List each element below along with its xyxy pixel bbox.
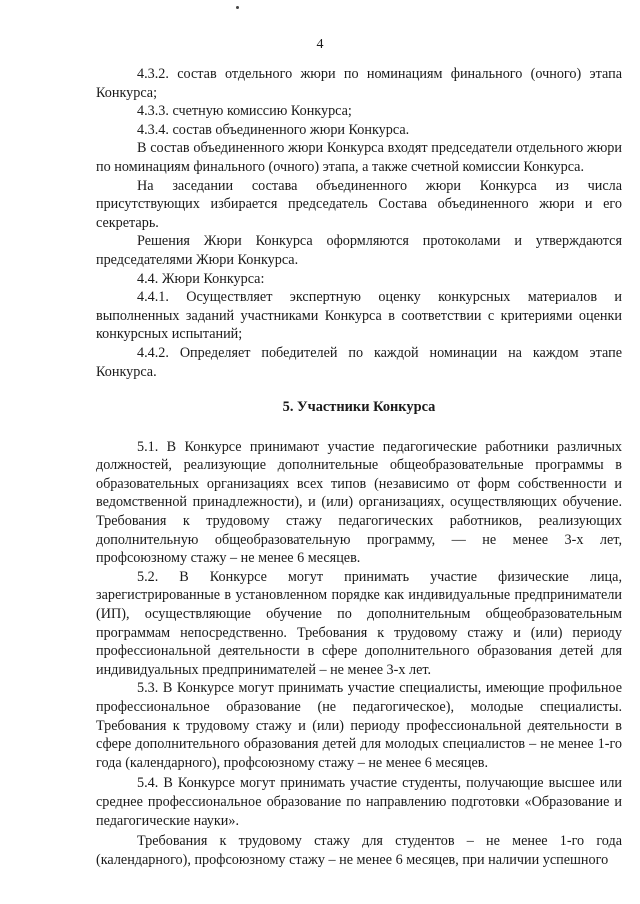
paragraph-student-requirements: Требования к трудовому стажу для студентов – не менее 1-го года (календарного), профсоюзному стажу – не менее 6 месяцев, при наличии успешного [96, 833, 622, 868]
paragraph-4-4-2: 4.4.2. Определяет победителей по каждой номинации на каждом этапе Конкурса. [96, 344, 622, 380]
paragraph-5-4: 5.4. В Конкурсе могут принимать участие студенты, получающие высшее или среднее профессиональное образование по направлению подготовки «Образование и педагогические науки». [96, 775, 622, 829]
page-number: 4 [316, 37, 324, 52]
paragraph-4-4-1: 4.4.1. Осуществляет экспертную оценку конкурсных материалов и выполненных заданий участниками Конкурса в соответствии с критериями оценки конкурсных испытаний; [96, 289, 622, 343]
paragraph-jury-decisions: Решения Жюри Конкурса оформляются протоколами и утверждаются председателями Жюри Конкурса. [96, 233, 622, 268]
document-body [96, 65, 622, 869]
paragraph-5-1: 5.1. В Конкурсе принимают участие педагогические работники различных должностей, реализующие дополнительные общеобразовательные программы в образовательных организациях всех типов (независимо от форм собственности и ведомственной принадлежности), и (или) организациях, осуществляющих обучение. Требования к трудовому стажу педагогических работников, реализующих дополнительную общеобразовательную программу, — не менее 3-х лет, профсоюзному стажу – не менее 6 месяцев. [96, 438, 622, 567]
paragraph-4-4: 4.4. Жюри Конкурса: [137, 270, 265, 287]
paragraph-5-2: 5.2. В Конкурсе могут принимать участие физические лица, зарегистрированные в установленном порядке как индивидуальные предприниматели (ИП), осуществляющие обучение по дополнительным общеобразовательным программам непосредственно. Требования к трудовому стажу и (или) периоду профессиональной деятельности в сфере дополнительного образования детей для индивидуальных предпринимателей – не менее 3-х лет. [96, 568, 622, 678]
paragraph-5-3: 5.3. В Конкурсе могут принимать участие специалисты, имеющие профильное профессиональное образование (не педагогическое), молодые специалисты. Требования к трудовому стажу и (или) периоду профессиональной деятельности в сфере дополнительного образования детей для молодых специалистов – не менее 1-го года (календарного), профсоюзному стажу – не менее 6 месяцев. [96, 680, 622, 771]
section-title: 5. Участники Конкурса [282, 399, 436, 416]
scan-mark [236, 6, 239, 9]
paragraph-4-3-3: 4.3.3. счетную комиссию Конкурса; [137, 103, 352, 120]
paragraph-4-3-4: 4.3.4. состав объединенного жюри Конкурса. [137, 121, 410, 138]
paragraph-4-3-2: 4.3.2. состав отдельного жюри по номинациям финального (очного) этапа Конкурса; [96, 66, 622, 101]
paragraph-joint-jury-composition: В состав объединенного жюри Конкурса входят председатели отдельного жюри по номинациям финального (очного) этапа, а также счетной комиссии Конкурса. [96, 140, 622, 175]
paragraph-joint-jury-chair: На заседании состава объединенного жюри Конкурса из числа присутствующих избирается председатель Состава объединенного жюри и его секретарь. [96, 177, 622, 231]
